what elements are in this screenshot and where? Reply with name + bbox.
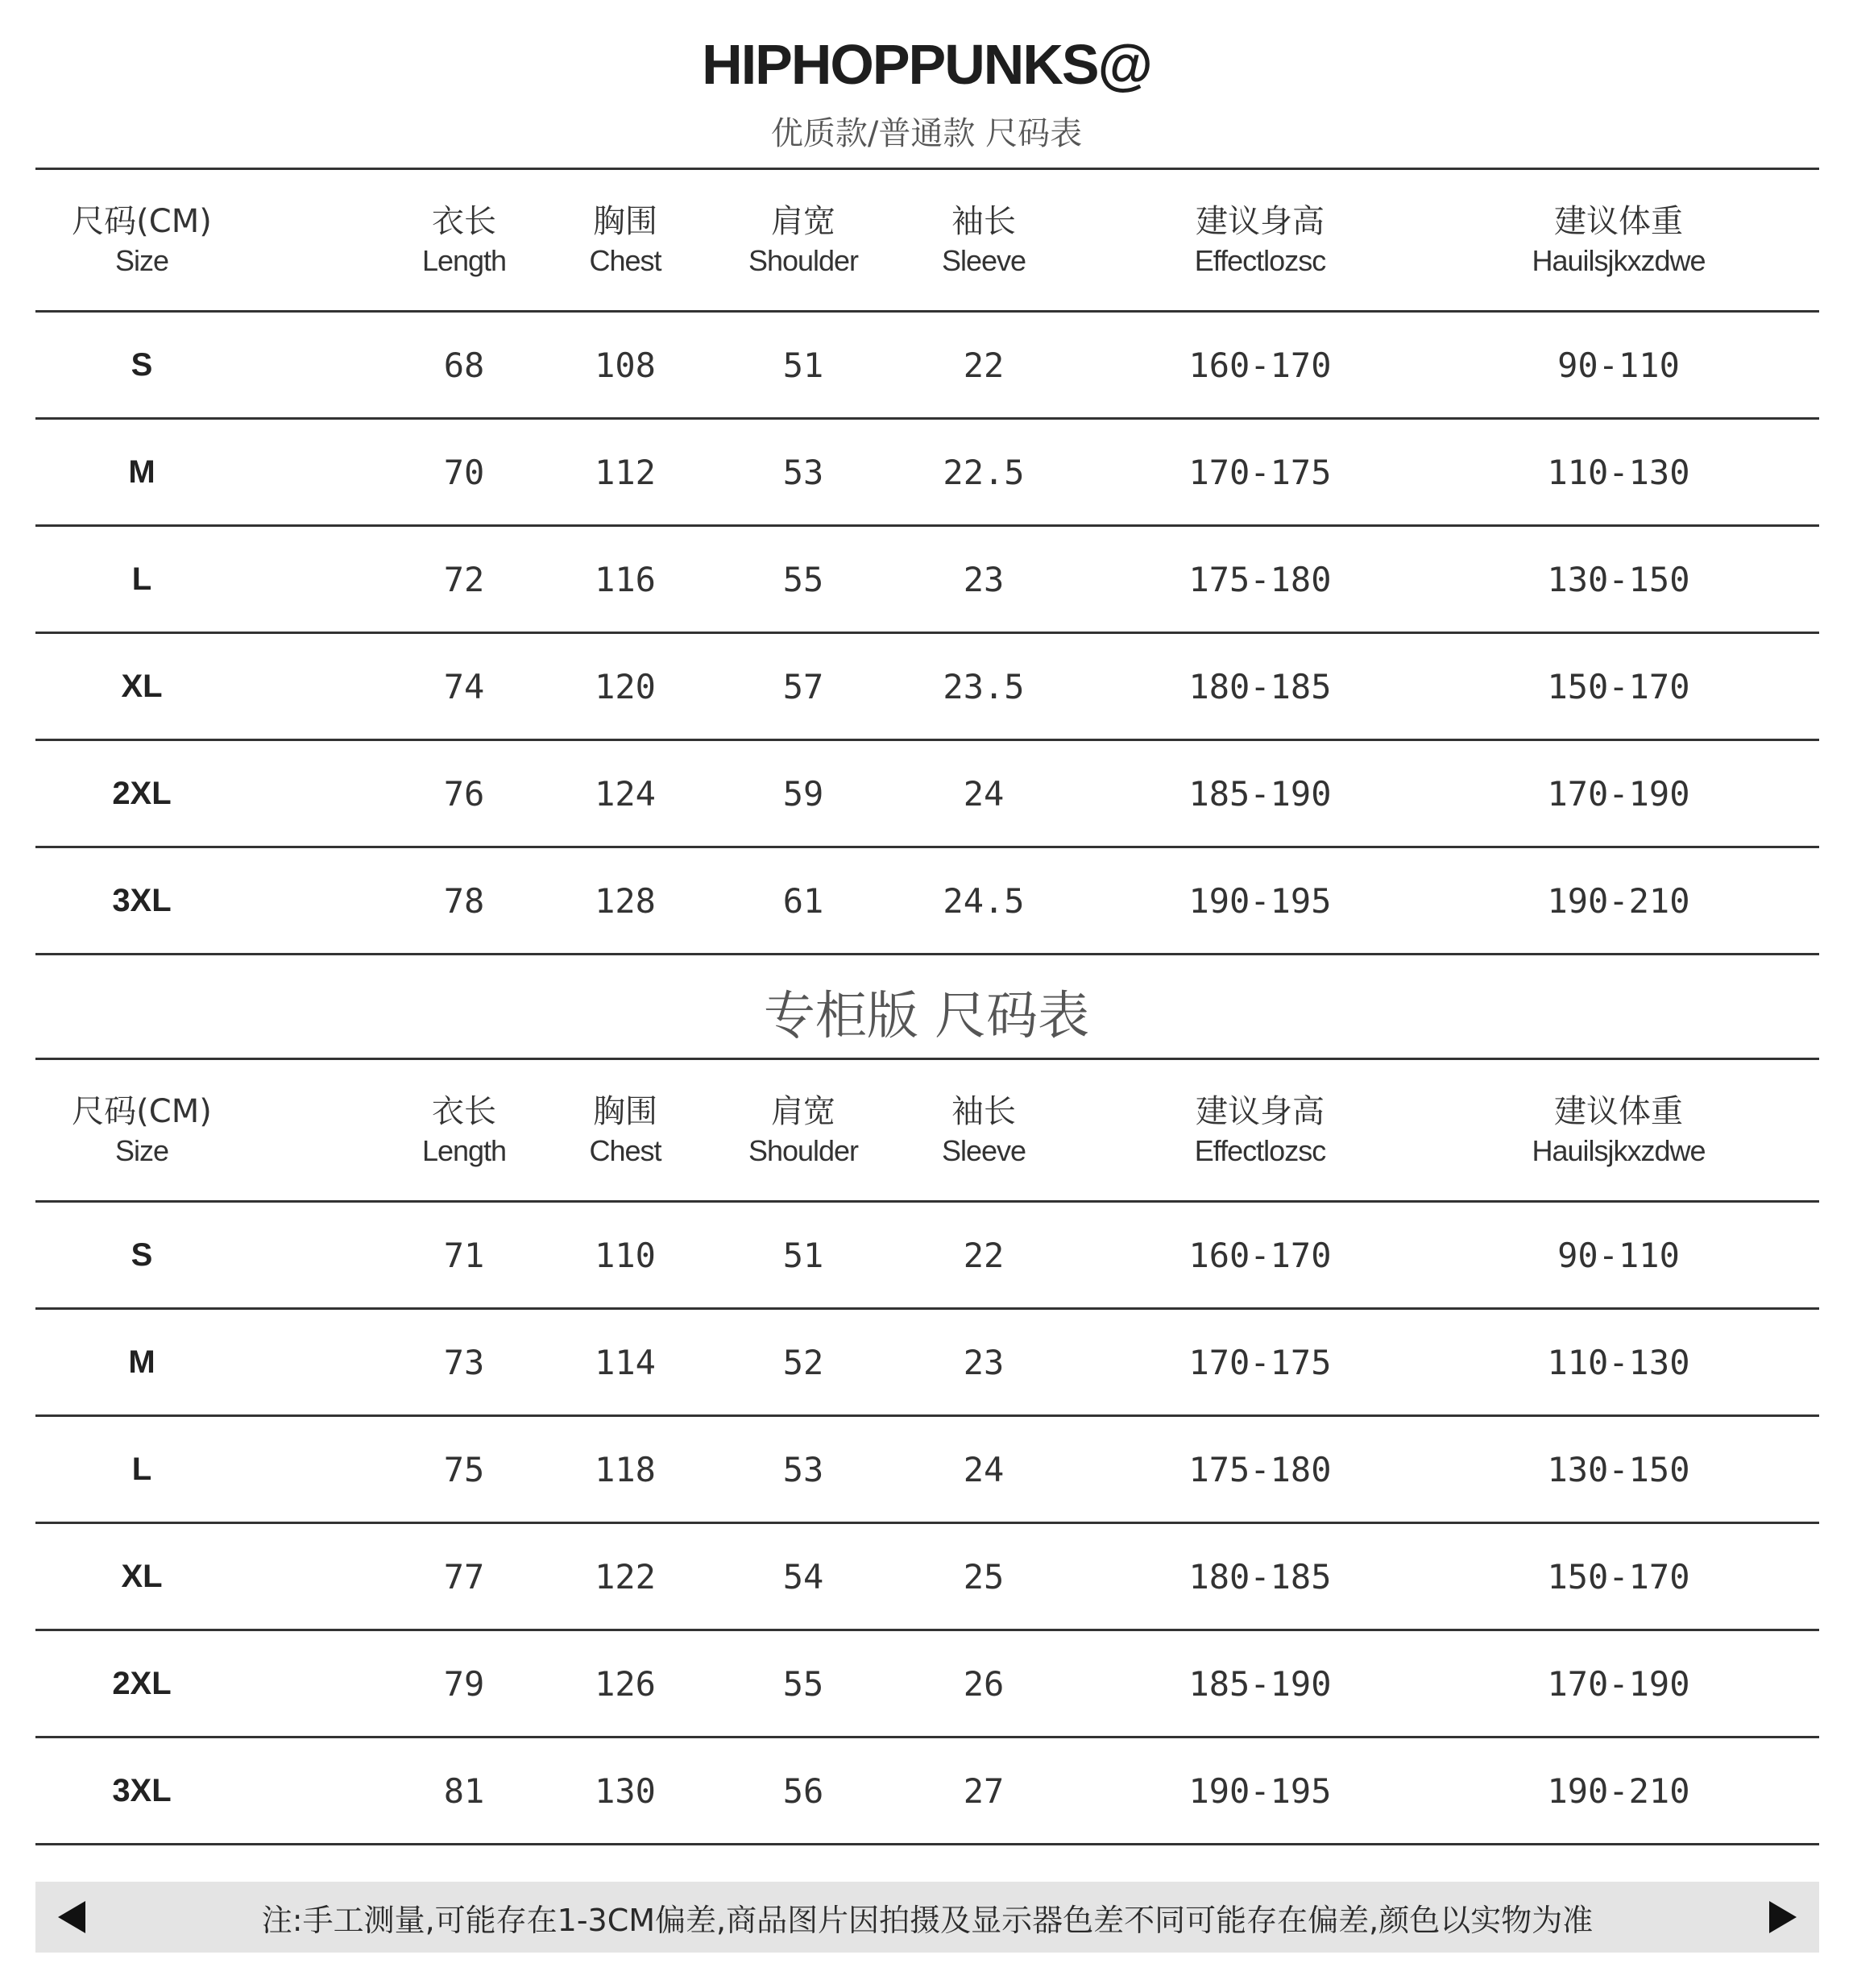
cell-value: 160-170 [1188,345,1332,385]
size-table-counter [35,1058,1819,1845]
header-shoulder [714,1060,893,1200]
size-label: 2XL [112,1665,172,1701]
cell-value: 74 [443,666,485,706]
cell-value: 170-190 [1547,773,1690,814]
header-length [392,1060,537,1200]
cell-length [392,1203,537,1307]
cell-value: 185-190 [1188,773,1332,814]
size-label: M [128,454,155,490]
cell-chest [537,1631,714,1736]
cell-shoulder [714,848,893,953]
cell-weight [1445,634,1792,739]
header-size [35,1060,248,1200]
cell-value: 170-175 [1188,452,1332,492]
cell-weight [1445,1631,1792,1736]
table2-title: 专柜版 尺码表 [763,987,1090,1046]
cell-value: 112 [595,452,656,492]
header-sleeve [893,1060,1075,1200]
cell-value: 110 [595,1235,656,1275]
cell-value: 190-195 [1188,880,1332,921]
header-sleeve [893,170,1075,310]
cell-length [392,527,537,632]
header-shoulder [714,170,893,310]
header-height-cn: 建议身高 [1196,203,1324,240]
header-length-cn: 衣长 [432,1093,496,1130]
note-banner [35,1882,1819,1953]
table-body [35,1203,1819,1845]
cell-value: 24.5 [943,880,1025,921]
cell-weight [1445,313,1792,417]
header-length-en: Length [421,1134,507,1167]
cell-value: 51 [782,1235,824,1275]
cell-value: 190-210 [1547,880,1690,921]
header-length-cn: 衣长 [432,203,496,240]
cell-value: 130 [595,1771,656,1811]
cell-value: 124 [595,773,656,814]
size-label: L [131,561,152,597]
header-sleeve-en: Sleeve [941,1134,1026,1167]
table-row [35,1738,1819,1845]
table-row [35,1417,1819,1524]
cell-value: 170-190 [1547,1663,1690,1704]
cell-chest [537,1310,714,1414]
header-chest-cn: 胸围 [593,1093,657,1130]
cell-value: 130-150 [1547,559,1690,599]
cell-value: 118 [595,1449,656,1489]
cell-chest [537,741,714,846]
size-label: S [131,346,153,383]
cell-shoulder [714,1738,893,1843]
cell-chest [537,527,714,632]
cell-length [392,741,537,846]
cell-length [392,634,537,739]
table-row [35,1203,1819,1310]
cell-height [1075,1524,1445,1629]
header-length [392,170,537,310]
cell-value: 53 [782,452,824,492]
cell-sleeve [893,420,1075,524]
cell-value: 25 [963,1556,1005,1597]
cell-value: 90-110 [1557,1235,1680,1275]
cell-size [35,1738,248,1843]
cell-height [1075,848,1445,953]
cell-shoulder [714,634,893,739]
cell-length [392,1524,537,1629]
cell-value: 150-170 [1547,666,1690,706]
cell-value: 75 [443,1449,485,1489]
cell-value: 56 [782,1771,824,1811]
table-row [35,848,1819,955]
cell-value: 23 [963,559,1005,599]
arrow-left-icon[interactable] [58,1901,85,1933]
table-row [35,1631,1819,1738]
cell-value: 116 [595,559,656,599]
size-table-standard [35,168,1819,955]
cell-value: 180-185 [1188,666,1332,706]
cell-weight [1445,848,1792,953]
cell-chest [537,848,714,953]
header-height [1075,1060,1445,1200]
cell-sleeve [893,1310,1075,1414]
cell-size [35,741,248,846]
cell-value: 110-130 [1547,1342,1690,1382]
cell-value: 54 [782,1556,824,1597]
cell-sleeve [893,1417,1075,1522]
cell-value: 55 [782,559,824,599]
header-weight [1445,1060,1792,1200]
cell-weight [1445,1310,1792,1414]
cell-value: 22 [963,345,1005,385]
cell-sleeve [893,527,1075,632]
cell-length [392,1738,537,1843]
header-sleeve-en: Sleeve [941,244,1026,277]
cell-value: 90-110 [1557,345,1680,385]
cell-length [392,848,537,953]
header-size-cn: 尺码(CM) [72,1093,212,1130]
cell-value: 130-150 [1547,1449,1690,1489]
cell-height [1075,420,1445,524]
header-chest [537,1060,714,1200]
cell-shoulder [714,1203,893,1307]
cell-height [1075,741,1445,846]
cell-sleeve [893,1738,1075,1843]
size-label: XL [121,668,163,704]
cell-weight [1445,420,1792,524]
cell-shoulder [714,1417,893,1522]
size-label: S [131,1236,153,1273]
cell-value: 170-175 [1188,1342,1332,1382]
cell-value: 114 [595,1342,656,1382]
cell-value: 26 [963,1663,1005,1704]
header-height-en: Effectlozsc [1194,244,1326,277]
cell-length [392,1417,537,1522]
cell-value: 128 [595,880,656,921]
table-header-row [35,1060,1819,1203]
cell-value: 77 [443,1556,485,1597]
cell-size [35,1417,248,1522]
cell-value: 70 [443,452,485,492]
cell-size [35,1524,248,1629]
cell-weight [1445,741,1792,846]
header-shoulder-en: Shoulder [748,244,859,277]
cell-shoulder [714,741,893,846]
cell-value: 150-170 [1547,1556,1690,1597]
cell-value: 27 [963,1771,1005,1811]
cell-height [1075,1417,1445,1522]
cell-value: 81 [443,1771,485,1811]
cell-shoulder [714,1524,893,1629]
size-label: M [128,1344,155,1380]
cell-value: 175-180 [1188,1449,1332,1489]
table-body [35,313,1819,955]
size-label: L [131,1451,152,1487]
cell-sleeve [893,741,1075,846]
table-row [35,741,1819,848]
cell-value: 72 [443,559,485,599]
cell-size [35,1203,248,1307]
cell-size [35,1631,248,1736]
cell-value: 52 [782,1342,824,1382]
cell-value: 68 [443,345,485,385]
cell-weight [1445,1738,1792,1843]
size-label: 3XL [112,1772,172,1808]
header-shoulder-cn: 肩宽 [771,203,835,240]
header-size [35,170,248,310]
cell-sleeve [893,1524,1075,1629]
cell-value: 120 [595,666,656,706]
table-header-row [35,170,1819,313]
cell-shoulder [714,1310,893,1414]
cell-value: 55 [782,1663,824,1704]
cell-weight [1445,1417,1792,1522]
table-row [35,1524,1819,1631]
cell-sleeve [893,634,1075,739]
cell-value: 23 [963,1342,1005,1382]
table-row [35,527,1819,634]
cell-length [392,420,537,524]
cell-value: 61 [782,880,824,921]
cell-sleeve [893,1203,1075,1307]
header-height-en: Effectlozsc [1194,1134,1326,1167]
header-chest-en: Chest [589,1134,661,1167]
cell-value: 108 [595,345,656,385]
header-chest-en: Chest [589,244,661,277]
header-weight-cn: 建议体重 [1554,1093,1683,1130]
cell-size [35,527,248,632]
size-label: 2XL [112,775,172,811]
header-chest [537,170,714,310]
header-sleeve-cn: 袖长 [951,1093,1016,1130]
cell-height [1075,1310,1445,1414]
header-size-cn: 尺码(CM) [72,203,212,240]
header-weight-cn: 建议体重 [1554,203,1683,240]
cell-sleeve [893,1631,1075,1736]
cell-chest [537,634,714,739]
cell-weight [1445,1203,1792,1307]
cell-value: 22 [963,1235,1005,1275]
cell-value: 180-185 [1188,1556,1332,1597]
cell-value: 122 [595,1556,656,1597]
cell-length [392,313,537,417]
cell-sleeve [893,313,1075,417]
header-length-en: Length [421,244,507,277]
cell-chest [537,313,714,417]
cell-value: 126 [595,1663,656,1704]
cell-value: 57 [782,666,824,706]
table-row [35,313,1819,420]
cell-value: 71 [443,1235,485,1275]
header-weight-en: Hauilsjkxzdwe [1532,1134,1706,1167]
cell-value: 78 [443,880,485,921]
cell-weight [1445,527,1792,632]
cell-value: 24 [963,773,1005,814]
header-size-en: Size [114,1134,169,1167]
cell-height [1075,634,1445,739]
table-row [35,634,1819,741]
header-shoulder-cn: 肩宽 [771,1093,835,1130]
cell-size [35,634,248,739]
cell-chest [537,1203,714,1307]
cell-height [1075,313,1445,417]
cell-size [35,1310,248,1414]
cell-value: 79 [443,1663,485,1704]
table-row [35,420,1819,527]
cell-chest [537,420,714,524]
cell-shoulder [714,420,893,524]
note-text: 注:手工测量,可能存在1-3CM偏差,商品图片因拍摄及显示器色差不同可能存在偏差,颜色以实物为准 [261,1902,1594,1938]
cell-shoulder [714,313,893,417]
header-chest-cn: 胸围 [593,203,657,240]
cell-value: 23.5 [943,666,1025,706]
cell-length [392,1310,537,1414]
header-height-cn: 建议身高 [1196,1093,1324,1130]
cell-value: 175-180 [1188,559,1332,599]
cell-value: 53 [782,1449,824,1489]
cell-height [1075,527,1445,632]
cell-value: 185-190 [1188,1663,1332,1704]
cell-value: 110-130 [1547,452,1690,492]
header-weight [1445,170,1792,310]
cell-value: 190-210 [1547,1771,1690,1811]
size-label: 3XL [112,882,172,918]
cell-sleeve [893,848,1075,953]
header-shoulder-en: Shoulder [748,1134,859,1167]
header-weight-en: Hauilsjkxzdwe [1532,244,1706,277]
cell-shoulder [714,527,893,632]
cell-value: 76 [443,773,485,814]
cell-height [1075,1631,1445,1736]
cell-value: 160-170 [1188,1235,1332,1275]
header-sleeve-cn: 袖长 [951,203,1016,240]
cell-size [35,420,248,524]
cell-value: 190-195 [1188,1771,1332,1811]
cell-value: 51 [782,345,824,385]
cell-chest [537,1524,714,1629]
cell-size [35,313,248,417]
cell-shoulder [714,1631,893,1736]
cell-chest [537,1417,714,1522]
cell-height [1075,1738,1445,1843]
arrow-right-icon[interactable] [1769,1901,1797,1933]
table1-title: 优质款/普通款 尺码表 [770,115,1083,152]
header-size-en: Size [114,244,169,277]
cell-value: 59 [782,773,824,814]
cell-length [392,1631,537,1736]
cell-value: 22.5 [943,452,1025,492]
cell-weight [1445,1524,1792,1629]
brand-title: HIPHOPPUNKS@ [702,33,1151,96]
size-label: XL [121,1558,163,1594]
cell-value: 24 [963,1449,1005,1489]
cell-height [1075,1203,1445,1307]
table-row [35,1310,1819,1417]
cell-value: 73 [443,1342,485,1382]
cell-chest [537,1738,714,1843]
cell-size [35,848,248,953]
header-height [1075,170,1445,310]
